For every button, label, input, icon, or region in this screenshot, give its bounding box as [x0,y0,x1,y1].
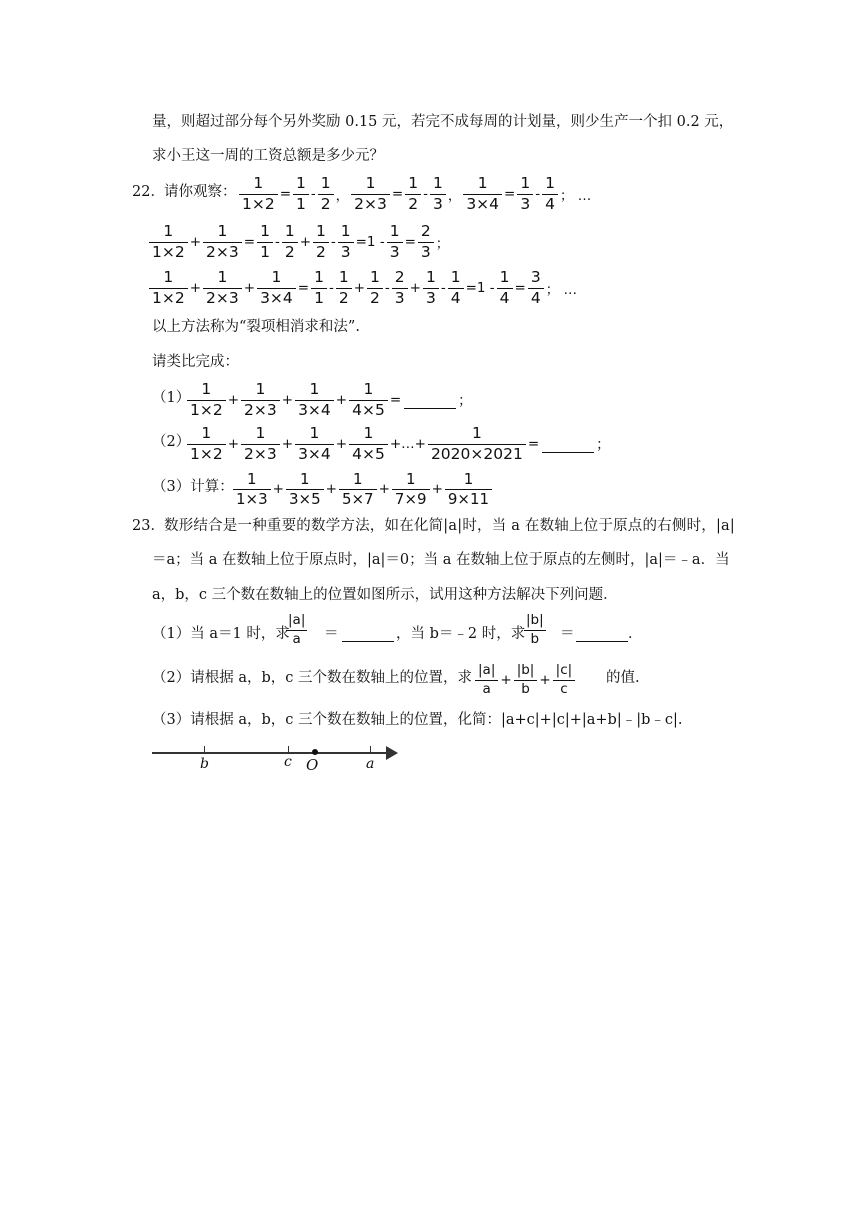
frac-numerator: |a| [478,662,496,678]
operator: = [297,280,310,296]
tick-c [288,746,289,754]
fraction [187,426,226,462]
frac-denominator: 7×9 [394,489,427,508]
fraction [282,224,298,260]
frac-denominator: 1×2 [152,288,185,307]
frac-numerator: 1 [320,174,331,192]
fraction [475,664,498,696]
frac-denominator: c [560,680,568,697]
fraction [203,224,242,260]
frac-denominator: 2 [338,288,349,307]
fraction [318,176,334,212]
frac-numerator: 1 [450,268,461,286]
frac-numerator: |b| [516,662,535,678]
operator: =1 - [465,280,495,296]
q23-part-1-text-c: ，当 b＝﹣2 时，求 [396,626,526,642]
q23-part-3-text: （3）请根据 a，b，c 三个数在数轴上的位置，化简：|a+c|+|c|+|a+b|﹣|b﹣c|. [152,712,683,728]
operator: ， [447,188,462,204]
frac-denominator: 3 [394,288,405,307]
fraction [149,270,188,306]
fraction [528,270,544,306]
fraction [351,176,390,212]
frac-numerator: 1 [316,222,326,240]
operator: + [539,672,551,688]
operator: = [527,436,540,452]
frac-numerator: 1 [463,469,474,488]
frac-numerator: 1 [338,268,349,286]
q23-part-1-eq-b: ＝ [560,626,575,642]
frac-denominator: 2×3 [206,242,239,261]
fraction [336,270,352,306]
frac-denominator: 2×3 [206,288,239,307]
fraction [257,224,273,260]
operator: = [389,392,402,408]
operator: + [335,436,348,452]
fraction [367,270,383,306]
frac-numerator: 1 [545,174,555,192]
fraction [295,426,334,462]
operator: = [514,280,526,296]
fraction [405,176,421,212]
frac-denominator: 1×2 [190,444,223,463]
frac-denominator: 4×5 [352,400,385,419]
operator: + [281,436,294,452]
frac-denominator: 1×3 [236,489,268,508]
fraction [313,224,329,260]
fraction [339,469,377,508]
q23-part-1 [152,610,652,654]
frac-numerator: 1 [201,380,212,398]
frac-denominator: 4 [450,288,461,307]
frac-numerator: 1 [247,469,257,488]
operator: + [409,280,421,296]
frac-denominator: 3 [340,242,351,261]
q22-part-2-label: （2） [152,434,191,450]
frac-denominator: 9×11 [447,489,490,508]
operator: - [274,234,280,250]
q23-number: 23． [132,518,165,534]
q23-part-1-text-a: （1）当 a＝1 时，求 [152,626,290,642]
q22-row-3 [148,266,608,310]
q23-line-3: a，b，c 三个数在数轴上的位置如图所示，试用这种方法解决下列问题． [152,587,618,603]
answer-blank[interactable] [542,436,594,453]
fraction [311,270,327,306]
frac-denominator: b [521,680,530,697]
expr-tail: ； [458,393,473,409]
operator: + [378,481,390,497]
frac-denominator: 4 [545,194,555,213]
operator: + [272,481,284,497]
operator: - [330,234,336,250]
operator: + [299,234,311,250]
q22-part-1-expr [186,378,486,422]
fraction [257,270,296,306]
frac-denominator: 2 [316,242,326,261]
frac-denominator: a [292,630,301,647]
operator: + [189,234,202,250]
q22-part-3-expr [232,467,552,511]
frac-numerator: 1 [365,174,376,192]
fraction [392,270,408,306]
q23-part-1-blank-a[interactable] [342,627,394,642]
q23-line-2: ＝a；当 a 在数轴上位于原点时，|a|＝0；当 a 在数轴上位于原点的左侧时，|a|＝﹣a．当 [152,552,730,568]
frac-numerator: 1 [405,469,416,488]
fraction [295,382,334,418]
frac-denominator: 1×2 [190,400,223,419]
label-a: a [366,756,375,772]
q22-part-3-label: （3）计算： [152,479,234,495]
frac-numerator: 1 [363,380,374,398]
operator: - [423,186,428,202]
frac-numerator: 1 [425,268,436,286]
frac-denominator: 2 [370,288,380,307]
q22-part-2-expr [186,422,611,466]
frac-numerator: 1 [260,222,270,240]
q23-part-1-text-e: ． [628,626,643,642]
operator: = [504,186,516,202]
operator: + [281,392,294,408]
fraction [241,382,280,418]
frac-numerator: 1 [499,268,510,286]
frac-denominator: 2 [408,194,419,213]
fraction [428,426,526,462]
operator: - [384,280,390,296]
operator: - [440,280,446,296]
arrow-right-icon [386,746,398,760]
fraction [149,224,188,260]
frac-denominator: 1×2 [152,242,185,261]
operator: = [243,234,256,250]
fraction [338,224,354,260]
frac-denominator: 1 [296,194,306,213]
frac-denominator: 3×5 [288,489,321,508]
frac-numerator: 1 [309,380,320,398]
frac-numerator: 1 [300,469,310,488]
number-line [150,740,410,774]
q23-part-2-text-b: 的值. [606,670,640,686]
frac-numerator: 1 [253,174,264,192]
origin-dot [312,749,318,755]
frac-denominator: 3×4 [298,400,331,419]
frac-numerator: 2 [394,268,405,286]
q22-analogy-text: 请类比完成： [152,354,239,370]
frac-denominator: 3 [432,194,443,213]
frac-numerator: 1 [314,268,324,286]
operator: ； [435,236,450,252]
frac-numerator: 1 [309,424,320,442]
fraction [293,176,309,212]
frac-numerator: 1 [340,222,351,240]
fraction [463,176,502,212]
fraction [553,664,576,696]
operator: = [404,234,416,250]
fraction [392,469,430,508]
frac-numerator: 1 [217,268,228,286]
q22-observe-label: 请你观察： [164,184,237,200]
operator: ； … [545,282,578,298]
tick-a [370,746,371,754]
fraction [514,664,538,696]
frac-denominator: 3×4 [260,288,293,307]
frac-numerator: 1 [255,424,266,442]
frac-numerator: 1 [217,222,228,240]
frac-numerator: 1 [408,174,419,192]
fraction [517,176,533,212]
frac-denominator: 3 [389,242,400,261]
q23-part-1-eq-a: ＝ [324,626,339,642]
frac-numerator: 1 [163,268,174,286]
operator: + [325,481,337,497]
operator: + [500,672,512,688]
fraction [418,224,434,260]
fraction [497,270,513,306]
operator: + [431,481,443,497]
fraction [448,270,464,306]
fraction [542,176,558,212]
frac-numerator: 1 [477,174,488,192]
frac-denominator: 2020×2021 [430,444,523,463]
operator: = [279,186,292,202]
frac-numerator: 1 [520,174,531,192]
frac-numerator: 1 [271,268,282,286]
fraction [203,270,242,306]
frac-denominator: 3×4 [298,444,331,463]
frac-numerator: |a| [288,612,306,628]
q23-part-1-frac-b [524,614,546,646]
expr-tail: ； [596,437,611,453]
fraction [430,176,446,212]
frac-numerator: 1 [363,424,374,442]
frac-denominator: 1×2 [242,194,275,213]
frac-numerator: 1 [201,424,212,442]
frac-numerator: 1 [389,222,400,240]
frac-denominator: 2 [284,242,295,261]
frac-denominator: 2 [320,194,331,213]
frac-denominator: 4 [499,288,510,307]
frac-numerator: 1 [163,222,174,240]
frac-numerator: 3 [530,268,541,286]
label-b: b [200,756,209,772]
operator: +…+ [389,436,426,452]
fraction [387,224,403,260]
intro-line-1: 量，则超过部分每个另外奖励 0.15 元，若完不成每周的计划量，则少生产一个扣 0.2 元， [152,114,734,130]
fraction [187,382,226,418]
q22-row-2 [148,220,568,264]
frac-denominator: 5×7 [341,489,374,508]
operator: - [328,280,334,296]
frac-denominator: 4 [530,288,541,307]
frac-denominator: a [482,680,491,697]
q23-part-2-expr [474,658,614,702]
operator: =1 - [355,234,385,250]
operator: + [353,280,366,296]
label-c: c [284,754,292,770]
q22-part-1-label: （1） [152,390,191,406]
fraction [349,382,388,418]
fraction [349,426,388,462]
operator: = [391,186,404,202]
frac-denominator: 1 [260,242,270,261]
frac-denominator: 3 [520,194,531,213]
frac-denominator: 3 [420,242,431,261]
frac-denominator: b [530,630,540,647]
frac-numerator: 1 [471,424,482,442]
q23-part-1-blank-b[interactable] [576,627,628,642]
fraction [241,426,280,462]
frac-denominator: 2×3 [244,400,277,419]
q23-part-2-text-a: （2）请根据 a，b，c 三个数在数轴上的位置，求 [152,670,472,686]
frac-denominator: 2×3 [354,194,387,213]
number-line-axis [152,752,392,754]
operator: + [189,280,202,296]
operator: + [335,392,348,408]
operator: ； … [559,188,592,204]
frac-denominator: 2×3 [244,444,277,463]
q22-method-text: 以上方法称为“裂项相消求和法”. [152,319,360,335]
frac-denominator: 1 [314,288,324,307]
operator: + [227,436,240,452]
operator: - [535,186,541,202]
frac-numerator: 1 [255,380,266,398]
frac-numerator: |c| [555,662,573,678]
operator: + [243,280,256,296]
frac-denominator: 4×5 [352,444,385,463]
q23-line-1: 数形结合是一种重要的数学方法，如在化简|a|时，当 a 在数轴上位于原点的右侧时，|a| [164,518,735,534]
frac-numerator: 1 [352,469,363,488]
frac-numerator: |b| [526,612,544,628]
fraction [423,270,439,306]
frac-numerator: 1 [370,268,380,286]
frac-numerator: 1 [432,174,443,192]
operator: - [310,186,316,202]
tick-b [204,746,205,754]
answer-blank[interactable] [404,392,456,409]
intro-line-2: 求小王这一周的工资总额是多少元？ [152,148,384,164]
q22-row-1 [238,172,658,216]
operator: ， [335,188,350,204]
fraction [239,176,278,212]
fraction [445,469,492,508]
frac-numerator: 1 [296,174,306,192]
label-origin: O [306,756,319,774]
fraction [286,469,324,508]
q22-number: 22． [132,184,165,200]
frac-numerator: 1 [284,222,295,240]
operator: + [227,392,240,408]
q23-part-1-frac-a [286,614,307,646]
frac-denominator: 3×4 [466,194,500,213]
frac-numerator: 2 [420,222,431,240]
fraction [233,469,271,508]
frac-denominator: 3 [425,288,436,307]
